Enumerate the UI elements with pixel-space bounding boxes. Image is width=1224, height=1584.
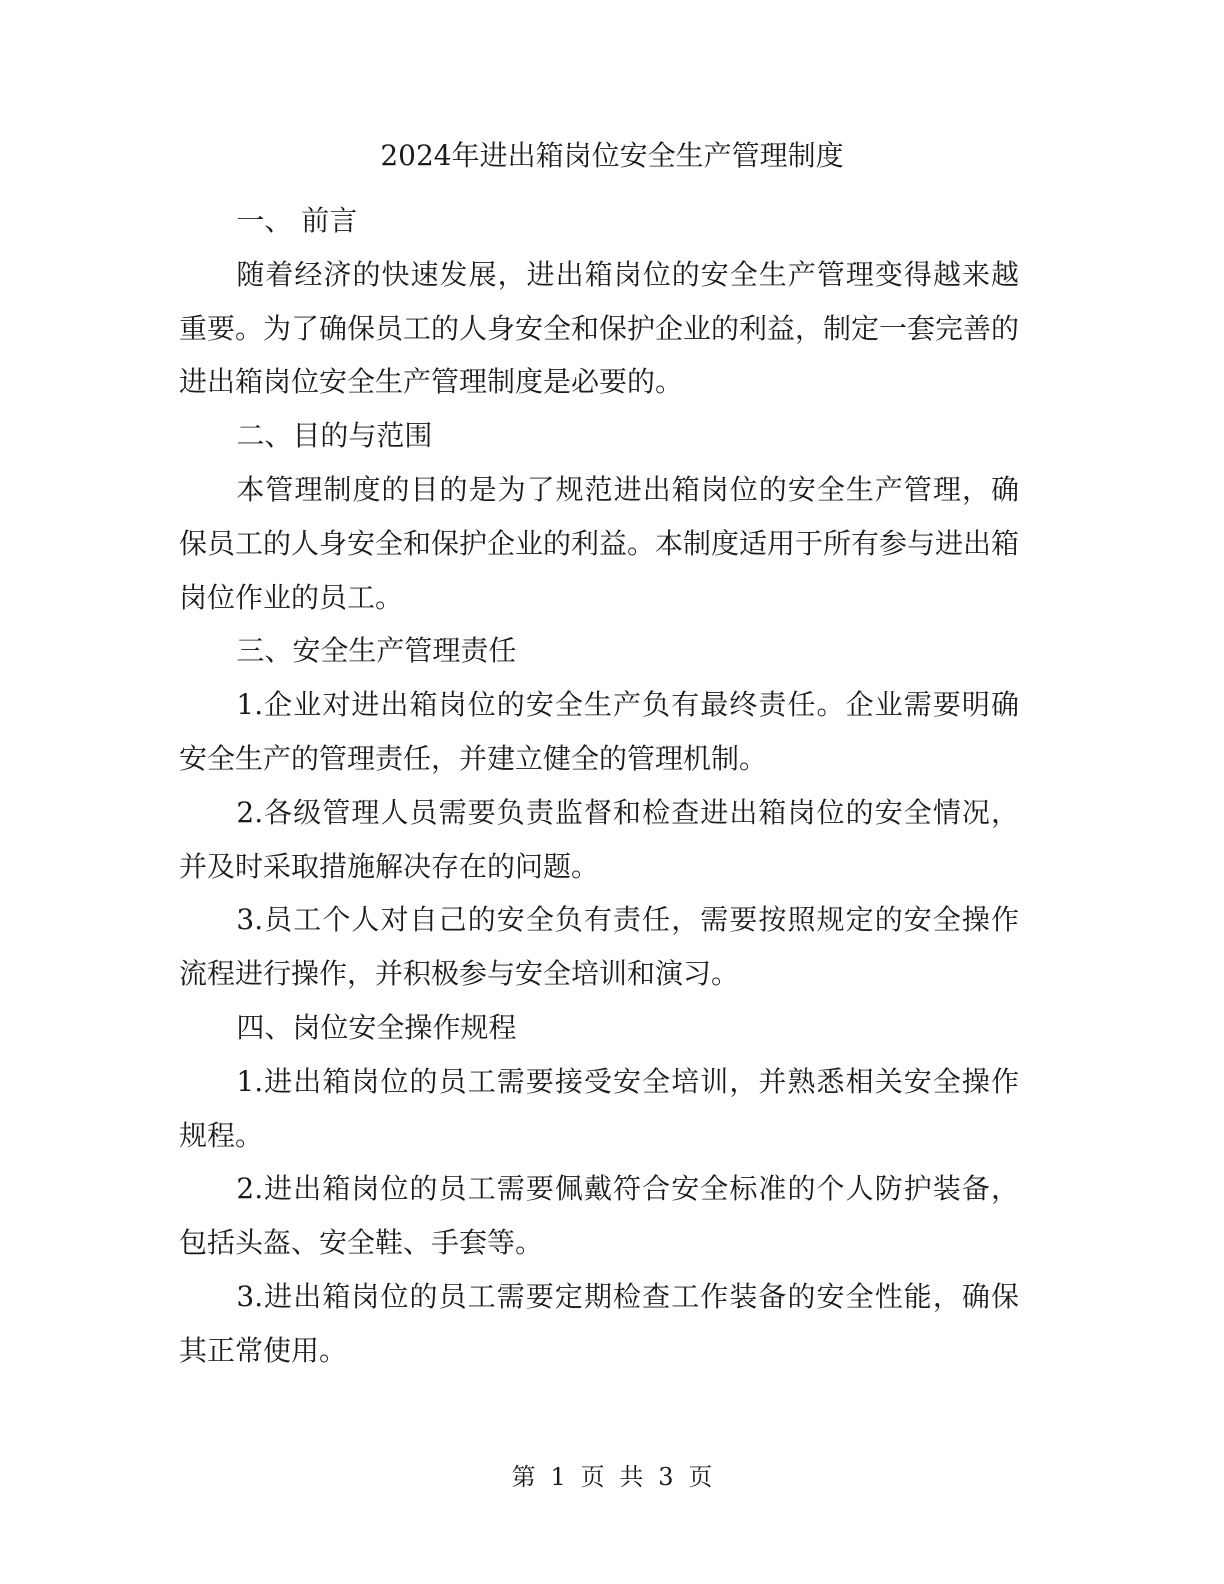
list-item: 3.员工个人对自己的安全负有责任，需要按照规定的安全操作流程进行操作，并积极参与安全培训和演习。 [179, 903, 1019, 991]
paragraph-purpose-scope: 本管理制度的目的是为了规范进出箱岗位的安全生产管理，确保员工的人身安全和保护企业的利益。本制度适用于所有参与进出箱岗位作业的员工。 [179, 472, 1020, 614]
list-item: 1.企业对进出箱岗位的安全生产负有最终责任。企业需要明确安全生产的管理责任，并建立健全的管理机制。 [179, 688, 1019, 775]
list-item: 2.各级管理人员需要负责监督和检查进出箱岗位的安全情况，并及时采取措施解决存在的问题。 [179, 795, 1019, 883]
section-heading-preface: 一、 前言 [236, 204, 358, 237]
document-title: 2024年进出箱岗位安全生产管理制度 [380, 139, 844, 172]
list-item: 1.进出箱岗位的员工需要接受安全培训，并熟悉相关安全操作规程。 [179, 1064, 1019, 1152]
section-heading-responsibility: 三、安全生产管理责任 [236, 634, 517, 668]
paragraph-preface: 随着经济的快速发展，进出箱岗位的安全生产管理变得越来越重要。为了确保员工的人身安全和保护企业的利益，制定一套完善的进出箱岗位安全生产管理制度是必要的。 [179, 257, 1020, 399]
section-heading-operating-rules: 四、岗位安全操作规程 [236, 1010, 517, 1044]
document-body [179, 194, 1019, 1378]
section-heading-purpose-scope: 二、目的与范围 [236, 419, 433, 453]
list-item: 2.进出箱岗位的员工需要佩戴符合安全标准的个人防护装备，包括头盔、安全鞋、手套等。 [179, 1172, 1019, 1260]
list-item: 3.进出箱岗位的员工需要定期检查工作装备的安全性能，确保其正常使用。 [179, 1279, 1019, 1367]
page-number-footer: 第 1 页 共 3 页 [511, 1463, 713, 1491]
